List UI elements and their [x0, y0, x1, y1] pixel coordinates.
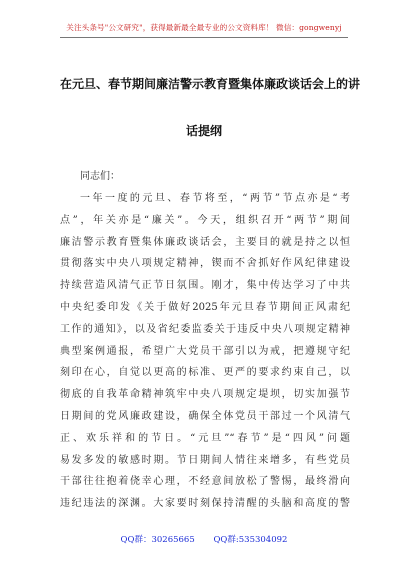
document-body — [60, 188, 350, 515]
body-line: 日期间的党风廉政建设，确保全体党员干部过一个风清气 — [60, 410, 350, 422]
body-line: 持续营造风清气正节日氛围。刚才，集中传达学习了中共 — [60, 280, 350, 292]
body-line: 工作的通知》，以及省纪委监委关于违反中央八项规定精神 — [60, 323, 350, 335]
document-title-line-2: 话提纲 — [185, 124, 222, 138]
footer-qq-group-2: QQ群:535304092 — [213, 535, 288, 545]
body-line: 易发多发的敏感时期。节日期间人情往来增多，有些党员 — [60, 454, 350, 466]
body-line: 一年一度的元旦、春节将至，“两节”节点亦是“考 — [80, 193, 350, 204]
document-title-line-1: 在元旦、春节期间廉洁警示教育暨集体廉政谈话会上的讲 — [60, 77, 361, 91]
body-line: 廉洁警示教育暨集体廉政谈话会，主要目的就是持之以恒 — [60, 236, 350, 248]
body-line: 典型案例通报，希望广大党员干部引以为戒，把遵规守纪 — [60, 345, 350, 357]
body-line: 违纪违法的深渊。大家要时刻保持清醒的头脑和高度的警 — [60, 498, 350, 510]
body-line: 彻底的自我革命精神筑牢中央八项规定堤坝，切实加强节 — [60, 389, 350, 401]
body-line: 中央纪委印发《关于做好2025年元旦春节期间正风肃纪 — [60, 301, 350, 313]
header-banner: 关注头条号"公文研究"，获得最新最全最专业的公文资料库！ 微信：gongwenyj — [66, 23, 342, 32]
body-line: 干部往往抱着侥幸心理，不经意间放松了警惕，最终滑向 — [60, 476, 350, 488]
footer-contacts — [0, 533, 408, 545]
body-line: 正、欢乐祥和的节日。“元旦”“春节”是“四风”问题 — [60, 432, 350, 444]
header-divider — [60, 37, 348, 38]
body-line: 贯彻落实中央八项规定精神，锲而不舍抓好作风纪律建设 — [60, 258, 350, 270]
salutation: 同志们： — [80, 171, 120, 182]
body-line: 点”，年关亦是“廉关”。今天，组织召开“两节”期间 — [60, 214, 350, 226]
footer-qq-group-1: QQ群：30265665 — [120, 535, 195, 545]
body-line: 刻印在心，自觉以更高的标准、更严的要求约束自己，以 — [60, 367, 350, 379]
